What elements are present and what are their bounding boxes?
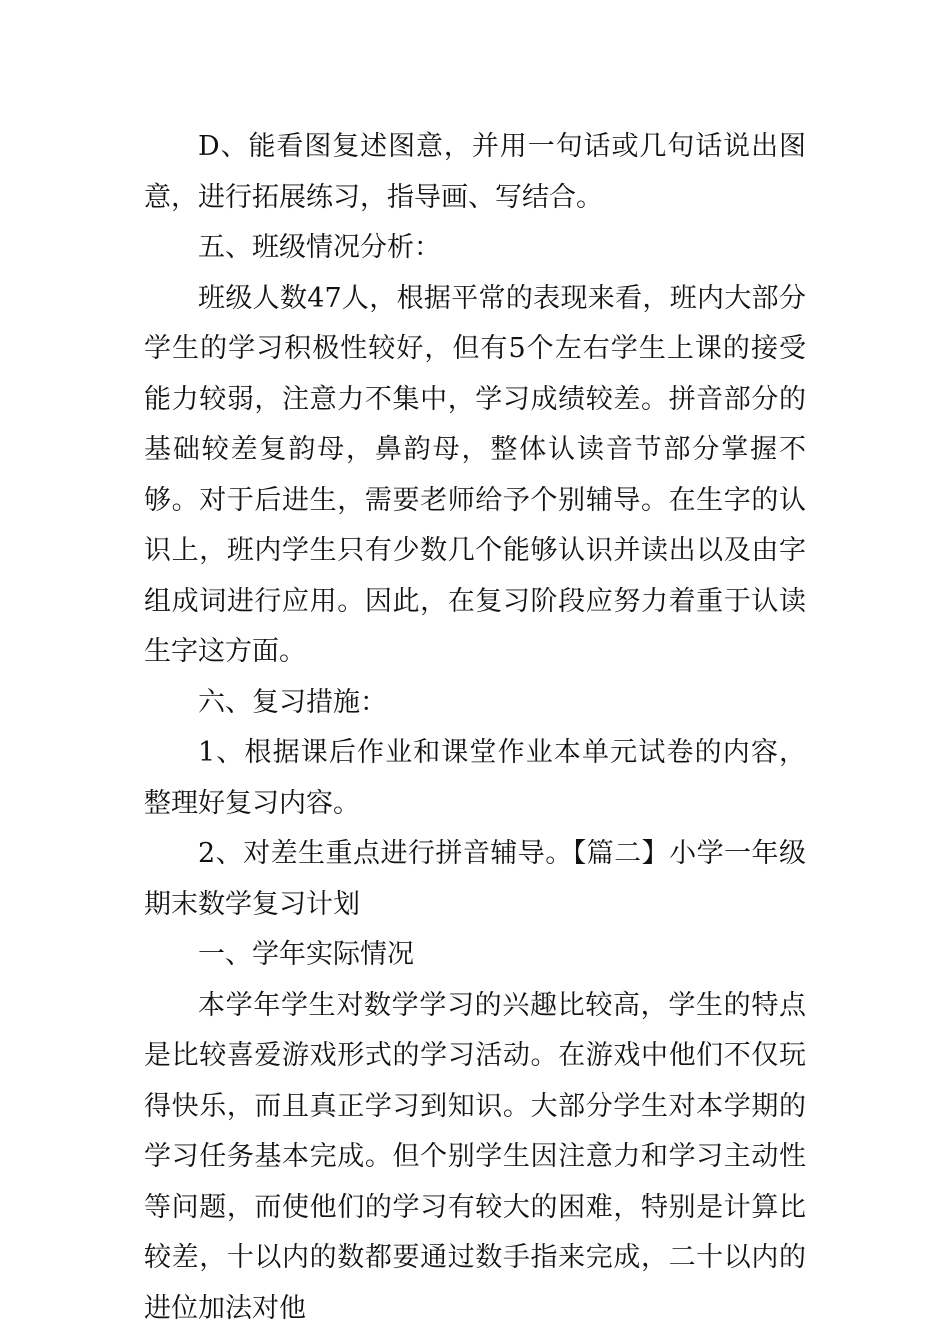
heading-review-measures: 六、复习措施： (198, 686, 387, 718)
paragraph-d-picture-retelling: D、能看图复述图意，并用一句话或几句话说出图意，进行拓展练习，指导画、写结合。 (144, 131, 806, 213)
heading-school-year-situation: 一、学年实际情况 (198, 939, 414, 970)
paragraph-school-year-situation: 本学年学生对数学学习的兴趣比较高，学生的特点是比较喜爱游戏形式的学习活动。在游戏中他们不仅玩得快乐，而且真正学习到知识。大部分学生对本学期的学习任务基本完成。但个别学生因注意力和学习主动性等问题，而使他们的学习有较大的困难，特别是计算比较差，十以内的数都要通过数手指来完成，二十以内的进位加法对他 (144, 989, 806, 1324)
paragraph-measure-1: 1、根据课后作业和课堂作业本单元试卷的内容，整理好复习内容。 (144, 737, 806, 819)
paragraph-measure-2: 2、对差生重点进行拼音辅导。【篇二】小学一年级期末数学复习计划 (144, 838, 806, 920)
paragraph-class-analysis: 班级人数47人，根据平常的表现来看，班内大部分学生的学习积极性较好，但有5个左右学生上课的接受能力较弱，注意力不集中，学习成绩较差。拼音部分的基础较差复韵母，鼻韵母，整体认读音节部分掌握不够。对于后进生，需要老师给予个别辅导。在生字的认识上，班内学生只有少数几个能够认识并读出以及由字组成词进行应用。因此，在复习阶段应努力着重于认读生字这方面。 (144, 282, 806, 667)
heading-class-analysis: 五、班级情况分析： (198, 232, 441, 263)
document-body (144, 122, 806, 1334)
